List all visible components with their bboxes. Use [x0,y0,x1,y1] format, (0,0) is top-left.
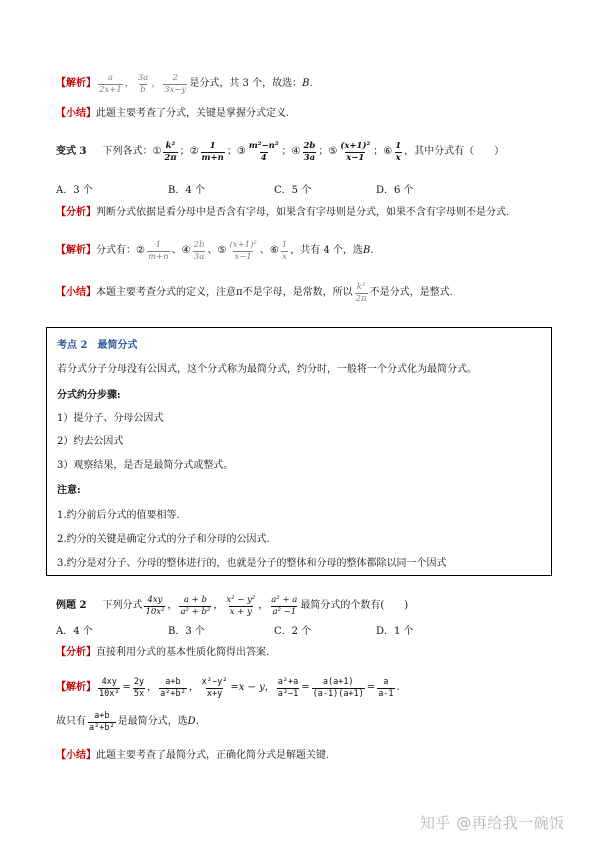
solution-line-2: 【解析】 分式有： ② $\frac{1}{m+n}$ 、 ④ $\frac{2b}{3a}$ 、 ⑤ $\frac{\text{(x+1)²}}{x-1}$ 、 ⑥ $\frac{1}{x}$ ，共有 4 个，选 B . [56,240,374,262]
fraction: $\frac{a}{a-1}$ [378,677,394,699]
analysis-line-1: 【解析】 $\frac{a}{2x+1}$ ， $\frac{3a}{b}$ ， $\frac{2}{3x-y}$ 是分式，共 3 个，故选： B . [56,73,313,95]
analysis-tag: 【解析】 [56,78,96,90]
fraction: $\frac{1}{x}$ [395,141,402,163]
fraction: $\frac{\text{x²−y²}}{x+y}$ [201,677,228,699]
steps-title: 分式约分步骤: [57,390,121,401]
fraction: $\frac{2b}{3a}$ [193,240,205,262]
fraction: $\frac{1}{x}$ [281,240,288,262]
option-d: D．6 个 [376,185,414,196]
fraction: $\frac{1}{m+n}$ [201,141,224,163]
fraction: $\frac{2b}{3a}$ [303,141,316,163]
option-a: A．4 个 [56,626,93,637]
analysis-line-2 [56,208,509,218]
step-item: 3）观察结果，是否是最简分式或整式。 [57,460,234,471]
fraction: $\frac{a}{2x+1}$ [99,73,122,95]
solution-line-3: 【解析】 $\frac{4xy}{\text{10x²}}$ = $\frac{2y}{5x}$ ， $\frac{a+b}{\text{a²+b²}}$ ， $\frac{\text{x²−y²}}{x+y}$ = x − y ， $\frac{\text{a²+a}}{\text{a²−1}}$ = $\frac{a(a+1)}{(a-1)(a+1)}$ = $\frac{a}{a-1}$ . [56,677,400,699]
summary-tag: 【小结】 [56,287,96,299]
fraction: $\frac{1}{m+n}$ [147,240,169,262]
fraction: $\frac{2y}{5x}$ [133,677,145,699]
solution-result: x − y [238,682,265,694]
summary-line-2: 【小结】 本题主要考查分式的定义，注意π不是字母，是常数，所以 $\frac{\text{k²}}{2\pi}$ 不是分式，是整式. [56,282,453,304]
conclusion-line: 故只有 $\frac{a+b}{\text{a²+b²}}$ 是最简分式，选 D . [56,711,199,733]
fraction: $\frac{3a}{b}$ [137,73,149,95]
analysis-text: 直接利用分式的基本性质化简得出答案. [96,647,270,658]
fraction: $\frac{a+b}{\text{a²+b²}}$ [160,677,186,699]
summary-line-1 [56,109,289,119]
example-2-question: 例题 2 下列分式 $\frac{4xy}{\text{10x²}}$ ， $\frac{a + b}{\text{a² + b²}}$ ， $\frac{\text{x² − y²}}{x + y}$ ， $\frac{\text{a² + a}}{\text{a² −1}}$ 最简分式的个数有( ) [56,595,409,617]
answer-letter: B [302,78,310,90]
note-item: 3.约分是对分子、分母的整体进行的，也就是分子的整体和分母的整体都除以同一个因式 [57,558,447,569]
fraction: $\frac{a(a+1)}{(a-1)(a+1)}$ [312,677,364,699]
example-label: 例题 2 [56,600,87,612]
fraction: $\frac{\text{(x+1)²}}{x-1}$ [229,240,257,262]
variant-3-question: 变式 3 下列各式： ① $\frac{\text{k²}}{2\pi}$ ； ② $\frac{1}{m+n}$ ； ③ $\frac{\text{m²−n²}}{4}$ ； ④ $\frac{2b}{3a}$ ； ⑤ $\frac{\text{(x+1)²}}{x-1}$ ； ⑥ $\frac{1}{x}$ ，其中分式有（ ） [56,141,505,163]
fraction: $\frac{\text{k²}}{2\pi}$ [164,141,177,163]
fraction: $\frac{\text{m²−n²}}{4}$ [248,141,279,163]
analysis-tag: 【分析】 [56,647,96,658]
fraction: $\frac{2}{3x-y}$ [164,73,187,95]
note-item: 1.约分前后分式的值要相等. [57,510,180,521]
option-d: D．1 个 [376,626,414,637]
fraction: $\frac{\text{a² + a}}{\text{a² −1}}$ [271,595,298,617]
analysis-text: 是分式，共 3 个，故选： [189,78,303,90]
example-prompt: 下列分式 [102,600,143,612]
key-point-definition: 若分式分子分母没有公因式，这个分式称为最简分式，约分时，一般将一个分式化为最简分式。 [57,364,477,375]
summary-text: 此题主要考查了最简分式，正确化简分式是解题关键. [96,750,330,761]
fraction: $\frac{\text{a²+a}}{\text{a²−1}}$ [277,677,299,699]
step-item: 2）约去公因式 [57,436,124,447]
note-title: 注意: [57,485,81,496]
fraction: $\frac{4xy}{\text{10x²}}$ [145,595,165,617]
fraction: $\frac{4xy}{\text{10x²}}$ [99,677,120,699]
option-c: C．2 个 [274,626,312,637]
fraction: $\frac{a+b}{\text{a²+b²}}$ [89,711,115,733]
summary-text: 此题主要考查了分式，关键是掌握分式定义. [96,108,290,119]
solution-tag: 【解析】 [56,682,96,694]
summary-tag: 【小结】 [56,750,96,761]
key-point-box [46,327,552,576]
summary-tag: 【小结】 [56,108,96,119]
fraction: $\frac{\text{x² − y²}}{x + y}$ [226,595,256,617]
answer-letter: D [187,716,196,728]
note-item: 2.约分的关键是确定分式的分子和分母的公因式. [57,534,270,545]
option-b: B．3 个 [168,626,205,637]
analysis-text: 判断分式依据是看分母中是否含有字母，如果含有字母则是分式，如果不含有字母则不是分式. [96,207,510,218]
step-item: 1）提分子、分母公因式 [57,413,164,424]
variant-prompt: 下列各式： [102,146,153,158]
fraction: $\frac{\text{(x+1)²}}{x-1}$ [340,141,371,163]
option-b: B．4 个 [168,185,205,196]
option-a: A．3 个 [56,185,93,196]
analysis-tag: 【分析】 [56,207,96,218]
analysis-line-3 [56,648,269,658]
option-c: C．5 个 [274,185,312,196]
answer-letter: B [362,245,371,257]
watermark: 知乎 @再给我一碗饭 [420,814,565,832]
fraction: $\frac{\text{k²}}{2\pi}$ [355,282,367,304]
solution-tag: 【解析】 [56,245,96,257]
fraction: $\frac{a + b}{\text{a² + b²}}$ [180,595,211,617]
key-point-title: 考点 2 最简分式 [57,340,138,351]
summary-line-3 [56,751,329,761]
variant-label: 变式 3 [56,146,87,158]
